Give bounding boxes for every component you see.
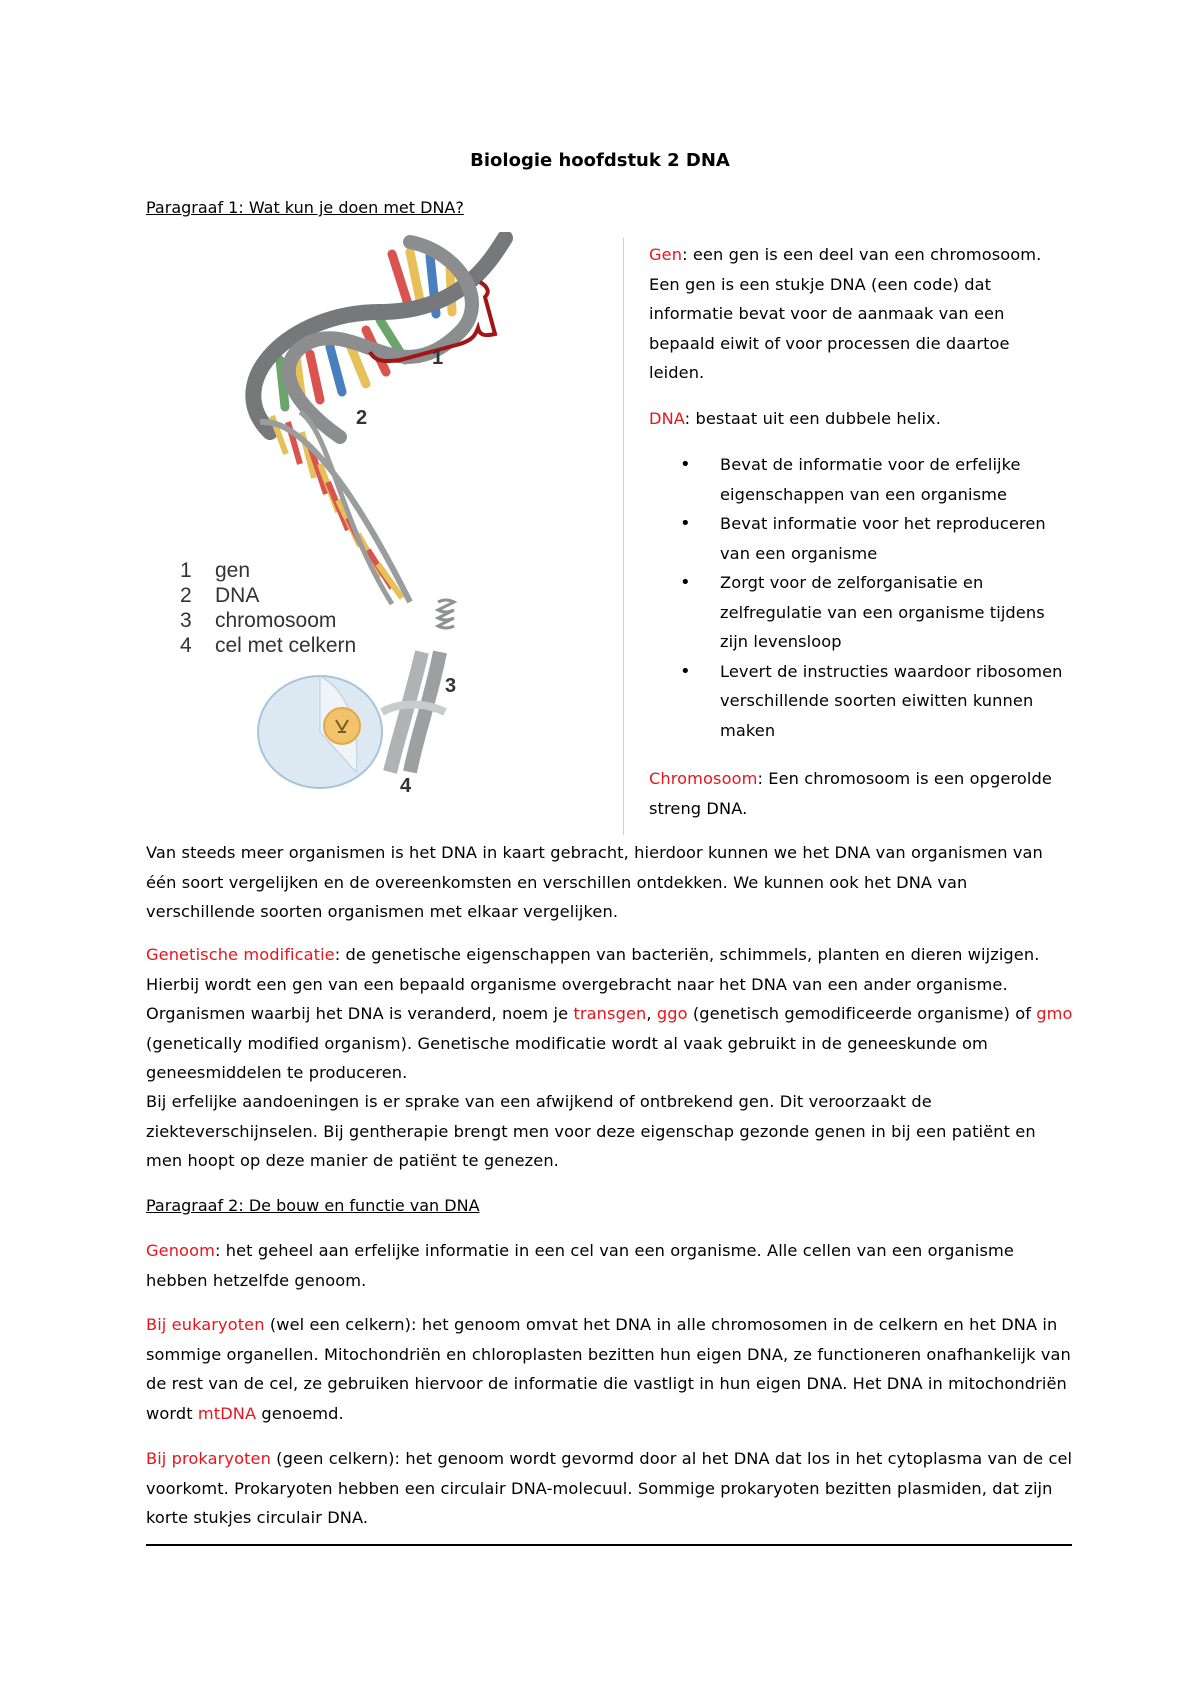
chromosoom-definition [649, 764, 1069, 823]
list-item: • Levert de instructies waardoor ribosomen verschillende soorten eiwitten kunnen maken [680, 657, 1070, 746]
legend-num-2: 2 [180, 584, 192, 607]
ggo-term: ggo [656, 1004, 688, 1023]
list-item: • Bevat informatie voor het reproduceren van een organisme [680, 509, 1070, 568]
section2-heading: Paragraaf 2: De bouw en functie van DNA [146, 1196, 480, 1215]
list-item: • Zorgt voor de zelforganisatie en zelfregulatie van een organisme tijdens zijn levensloop [680, 568, 1070, 657]
mtdna-term: mtDNA [197, 1403, 257, 1423]
bottom-rule [146, 1544, 1072, 1546]
dna-term: DNA [649, 409, 685, 428]
genoom-text: : het geheel aan erfelijke informatie in een cel van een organisme. Alle cellen van een organisme hebben hetzelfde genoom. [146, 1241, 1014, 1290]
paragraph-dna-mapping: Van steeds meer organismen is het DNA in kaart gebracht, hierdoor kunnen we het DNA van organismen van één soort vergelijken en de overeenkomsten en verschillen ontdekken. We kunnen ook het DNA van verschillende soorten organismen met elkaar vergelijken. [146, 843, 1043, 921]
gen-term: Gen [649, 245, 683, 264]
gmo-term: gmo [1036, 1004, 1073, 1023]
eukaryoten-text-2: genoemd. [256, 1403, 344, 1423]
dna-bullet-list [680, 450, 1070, 745]
figure-legend [180, 559, 356, 657]
dna-definition [649, 404, 1069, 434]
marker-1: 1 [432, 347, 444, 369]
helix-strand-a [253, 238, 505, 432]
marker-3: 3 [445, 675, 457, 697]
gen-definition [649, 240, 1069, 388]
dna-text: : bestaat uit een dubbele helix. [684, 409, 941, 428]
eukaryoten-text-1: (wel een celkern): het genoom omvat het DNA in alle chromosomen in de celkern en het DNA in sommige organellen. Mitochondriën en chloroplasten bezitten hun eigen DNA, ze functioneren onafhankelijk van de rest van de cel, ze gebruiken hiervoor de informatie die vastligt in hun eigen DNA. Het DNA in mitochondriën wordt [146, 1315, 1071, 1423]
list-item: • Bevat de informatie voor de erfelijke eigenschappen van een organisme [680, 450, 1070, 509]
prokaryoten-paragraph [146, 1444, 1076, 1533]
marker-4: 4 [400, 775, 412, 797]
chromosoom-text: : Een chromosoom is een opgerolde streng DNA. [649, 769, 1052, 818]
chromosome [382, 600, 457, 772]
legend-label-4: cel met celkern [215, 634, 357, 657]
dna-figure [160, 232, 620, 822]
helix-strand-b [289, 242, 472, 437]
genoom-definition [146, 1236, 1076, 1295]
legend-num-4: 4 [180, 634, 192, 657]
genmod-term: Genetische modificatie [146, 945, 335, 964]
marker-2: 2 [356, 407, 368, 429]
cell-with-nucleus [258, 676, 382, 788]
figure-divider [623, 238, 624, 835]
genmod-text-1: : de genetische eigenschappen van bacteriën, schimmels, planten en dieren wijzigen. Hierbij wordt een gen van een bepaald organisme overgebracht naar het DNA van een ander organisme. Organismen waarbij het DNA is veranderd, noem je [146, 945, 1040, 1023]
eukaryoten-term: Bij eukaryoten [146, 1315, 265, 1334]
gen-text: : een gen is een deel van een chromosoom. Een gen is een stukje DNA (een code) dat informatie bevat voor de aanmaak van een bepaald eiwit of voor processen die daartoe leiden. [649, 245, 1042, 382]
legend-label-2: DNA [215, 584, 260, 607]
legend-label-3: chromosoom [215, 609, 337, 632]
genmod-sep: , [646, 1004, 657, 1023]
paragraph-genetic-modification [146, 940, 1076, 1088]
genmod-text-2: (genetisch gemodificeerde organisme) of [687, 1004, 1037, 1023]
paragraph-hereditary-disorders: Bij erfelijke aandoeningen is er sprake van een afwijkend of ontbrekend gen. Dit veroorzaakt de ziekteverschijnselen. Bij gentherapie brengt men voor deze eigenschap gezonde genen in bij een patiënt en men hoopt op deze manier de patiënt te genezen. [146, 1092, 1036, 1170]
genmod-text-3: (genetically modified organism). Genetische modificatie wordt al vaak gebruikt in de geneeskunde om geneesmiddelen te produceren. [146, 1033, 988, 1082]
page-title: Biologie hoofdstuk 2 DNA [470, 150, 730, 171]
section1-heading: Paragraaf 1: Wat kun je doen met DNA? [146, 198, 464, 217]
chromosoom-term: Chromosoom [649, 769, 758, 788]
eukaryoten-paragraph [146, 1310, 1076, 1428]
legend-label-1: gen [215, 559, 251, 582]
prokaryoten-text: (geen celkern): het genoom wordt gevormd door al het DNA dat los in het cytoplasma van de cel voorkomt. Prokaryoten hebben een circulair DNA-molecuul. Sommige prokaryoten bezitten plasmiden, dat zijn korte stukjes circulair DNA. [146, 1449, 1073, 1527]
transgen-term: transgen [573, 1004, 647, 1023]
genoom-term: Genoom [146, 1241, 215, 1260]
prokaryoten-term: Bij prokaryoten [146, 1449, 271, 1468]
legend-num-3: 3 [180, 609, 192, 632]
legend-num-1: 1 [180, 559, 192, 582]
